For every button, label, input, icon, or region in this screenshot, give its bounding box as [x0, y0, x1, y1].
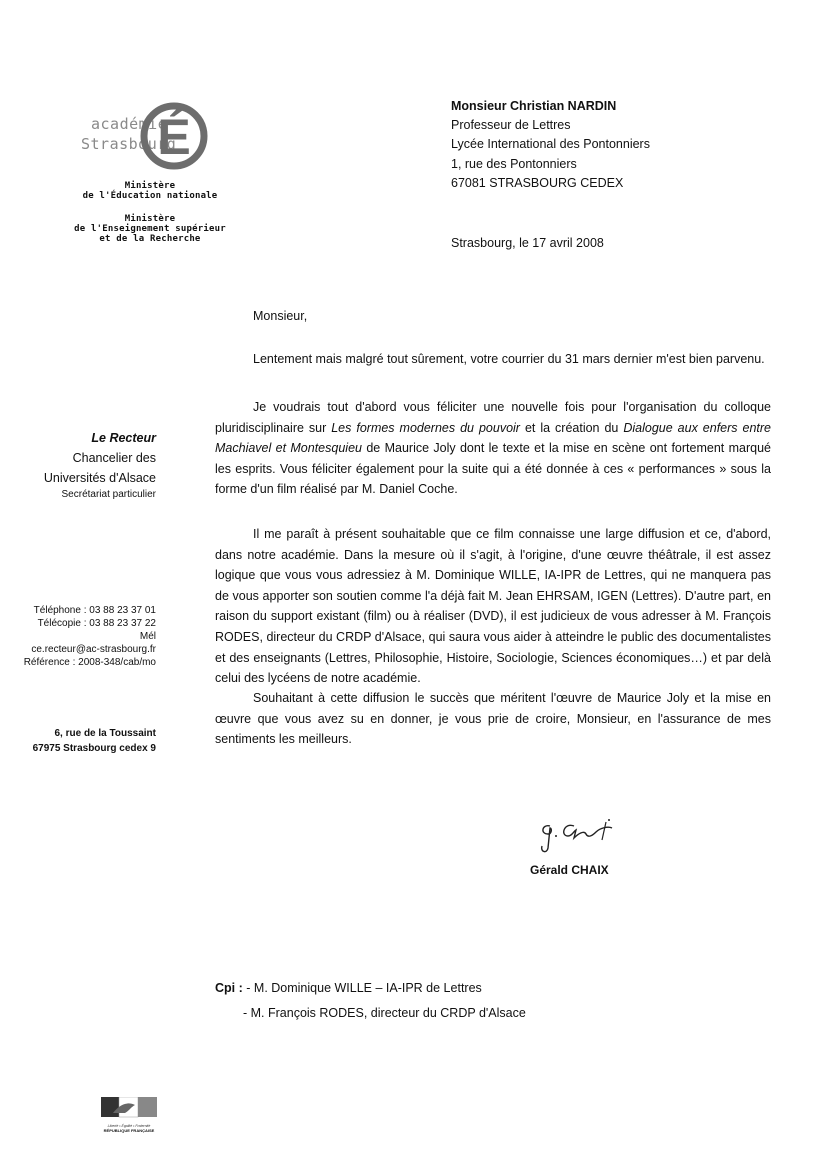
- sender-address-line1: 6, rue de la Toussaint: [54, 728, 156, 739]
- recipient-line: Professeur de Lettres: [451, 118, 571, 133]
- footer-motto: Liberté • Égalité • Fraternité: [107, 1124, 151, 1128]
- paragraph-2-text: Je voudrais tout d'abord vous féliciter une nouvelle fois pour l'organisation du colloque pluridisciplinaire sur: [215, 400, 771, 435]
- logo-strasbourg-text: Strasbourg: [81, 135, 177, 153]
- e-emblem-icon: [134, 88, 214, 174]
- cpi-item-2-row: - M. François RODES, directeur du CRDP d'Alsace: [243, 1006, 526, 1020]
- paragraph-3: [215, 524, 771, 689]
- sender-address: [33, 726, 156, 756]
- republique-francaise-logo: [101, 1097, 157, 1133]
- recipient-name: Monsieur Christian NARDIN: [451, 99, 617, 113]
- sender-title: Le Recteur: [91, 431, 156, 445]
- ministry-higher-line2: de l'Enseignement supérieur: [74, 224, 226, 234]
- recipient-line: 1, rue des Pontonniers: [451, 156, 577, 171]
- ministry-education-line1: Ministère: [124, 181, 176, 191]
- paragraph-1: Lentement mais malgré tout sûrement, votre courrier du 31 mars dernier m'est bien parvenu.: [253, 352, 765, 366]
- paragraph-4-text: Souhaitant à cette diffusion le succès que méritent l'œuvre de Maurice Joly et la mise en œuvre que vous avez su en donner, je vous prie de croire, Monsieur, en l'assurance de mes sentiments les meilleurs.: [215, 691, 771, 747]
- cpi-item: M. François RODES, directeur du CRDP d'Alsace: [250, 1006, 526, 1020]
- sender-block: [44, 428, 156, 501]
- recipient-line: Lycée International des Pontonniers: [451, 137, 650, 152]
- cpi-block: Cpi : - M. Dominique WILLE – IA-IPR de Lettres: [215, 981, 482, 995]
- signatory-name: Gérald CHAIX: [530, 863, 609, 877]
- colloque-title: Les formes modernes du pouvoir: [331, 420, 520, 435]
- academie-logo: [78, 88, 218, 178]
- svg-text:É: É: [157, 109, 191, 165]
- footer-republic: RÉPUBLIQUE FRANÇAISE: [103, 1128, 155, 1133]
- sender-office: Secrétariat particulier: [61, 489, 156, 500]
- ministry-education: [70, 181, 230, 201]
- ministry-higher-line1: Ministère: [124, 214, 176, 224]
- sender-email[interactable]: ce.recteur@ac-strasbourg.fr: [31, 644, 156, 655]
- ministry-education-line2: de l'Éducation nationale: [82, 191, 218, 201]
- recipient-address: [451, 97, 791, 193]
- sender-fax: Télécopie : 03 88 23 37 22: [37, 618, 156, 629]
- sender-contact: [24, 604, 156, 669]
- paragraph-2: [215, 397, 771, 500]
- letter-date: Strasbourg, le 17 avril 2008: [451, 236, 604, 250]
- sender-role-line2: Universités d'Alsace: [43, 471, 156, 485]
- cpi-label: Cpi :: [215, 981, 243, 995]
- recipient-line: 67081 STRASBOURG CEDEX: [451, 175, 624, 190]
- sender-reference: Référence : 2008-348/cab/mo: [23, 657, 156, 668]
- handwritten-signature: [536, 818, 620, 858]
- sender-address-line2: 67975 Strasbourg cedex 9: [32, 743, 156, 754]
- sender-mel-label: Mél: [139, 631, 156, 642]
- cpi-item: M. Dominique WILLE – IA-IPR de Lettres: [253, 981, 482, 995]
- ministry-higher-education: [70, 214, 230, 244]
- sender-phone: Téléphone : 03 88 23 37 01: [33, 605, 156, 616]
- play-title: Dialogue aux enfers entre Machiavel et Montesquieu: [215, 420, 771, 456]
- paragraph-3-text: Il me paraît à présent souhaitable que ce film connaisse une large diffusion et ce, d'abord, dans notre académie. Dans la mesure où il s'agit, à l'origine, d'une œuvre théâtrale, il est assez logique que vous vous adressiez à M. Dominique WILLE, IA-IPR de Lettres, qui ne manquera pas de vous apporter son soutien comme l'a déjà fait M. Jean EHRSAM, IGEN (Lettres). D'autre part, en raison du support existant (film) ou à réaliser (DVD), il est judicieux de vous adresser à M. François RODES, directeur du CRDP d'Alsace, qui saura vous aider à atteindre le public des documentalistes et des enseignants (Lettres, Philosophie, Histoire, Sociologie, Sciences économiques…) et par delà celui des lycéens de notre académie.: [215, 527, 771, 686]
- paragraph-2-text: et la création du: [519, 420, 624, 435]
- logo-academie-text: académie: [91, 115, 168, 133]
- ministry-higher-line3: et de la Recherche: [99, 234, 201, 244]
- paragraph-2-text: de Maurice Joly dont le texte et la mise en scène ont fortement marqué les esprits. Vous féliciter également pour la suite qui a été donnée à ces « performances » sous la forme d'un film réalisé par M. Daniel Coche.: [215, 441, 771, 497]
- salutation: Monsieur,: [253, 309, 308, 323]
- marianne-flag-icon: [101, 1097, 157, 1119]
- paragraph-4: [215, 688, 771, 750]
- sender-role-line1: Chancelier des: [72, 451, 156, 465]
